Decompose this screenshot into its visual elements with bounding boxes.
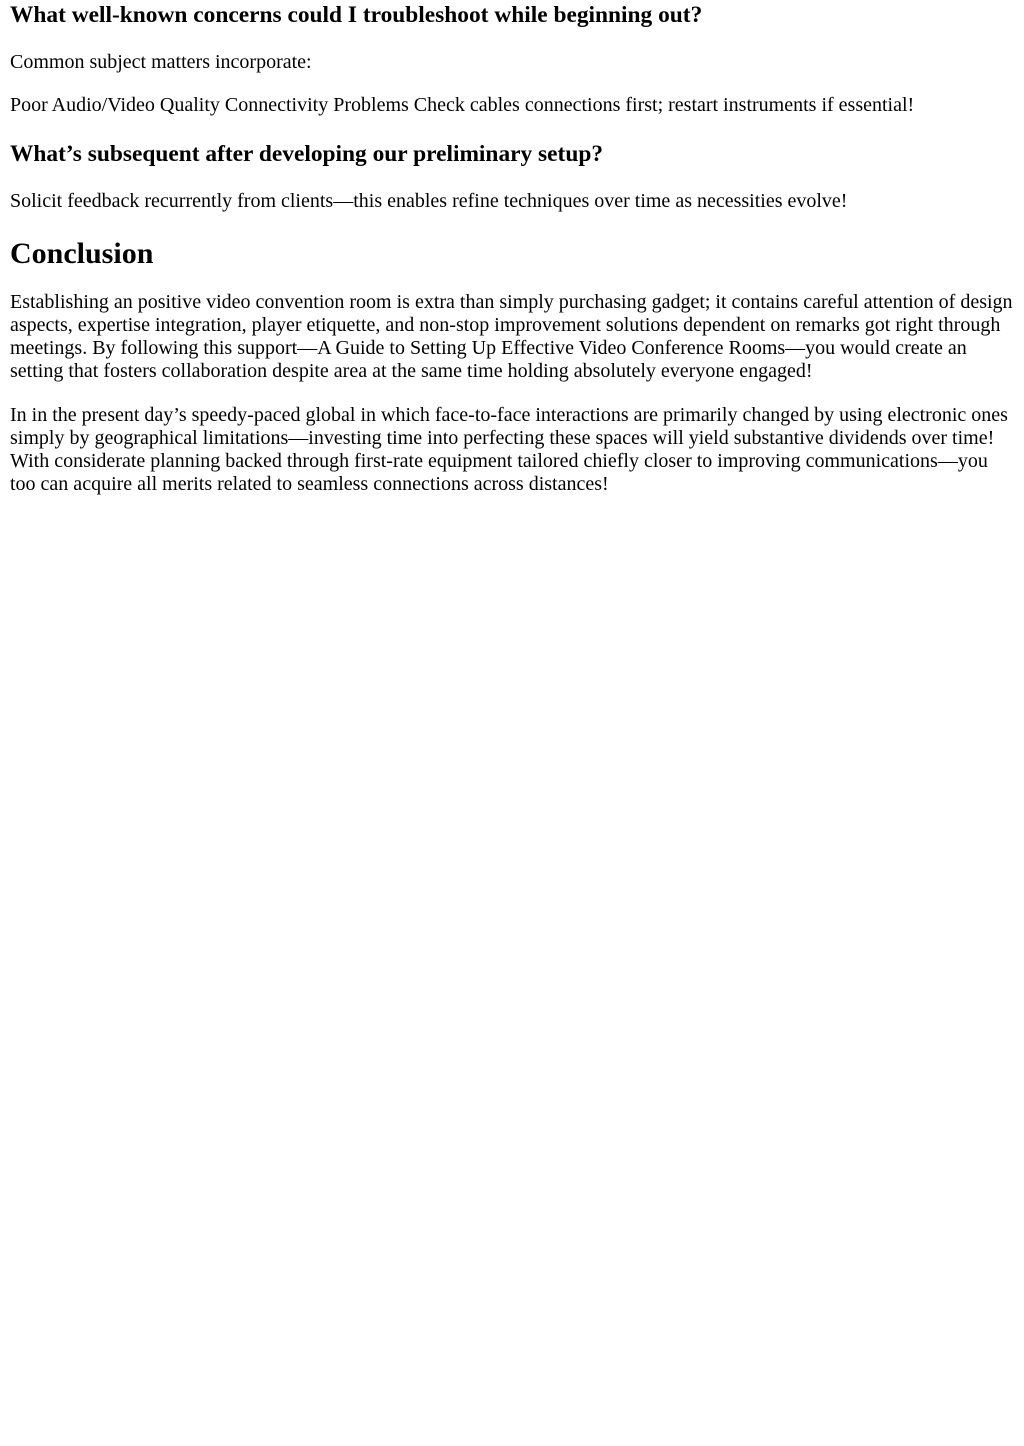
faq-answer-text: Poor Audio/Video Quality Connectivity Problems Check cables connections first; restart instruments if essential! — [10, 94, 915, 116]
faq-answer-text: Solicit feedback recurrently from clients—this enables refine techniques over time as necessities evolve! — [10, 190, 848, 212]
faq-question-heading: What well-known concerns could I troubleshoot while beginning out? — [10, 2, 703, 28]
faq-question-heading: What’s subsequent after developing our preliminary setup? — [10, 141, 604, 167]
conclusion-paragraph: Establishing an positive video convention room is extra than simply purchasing gadget; it contains careful attention of design aspects, expertise integration, player etiquette, and non-stop improvement solutions dependent on remarks got right through meetings. By following this support—A Guide to Setting Up Effective Video Conference Rooms—you would create an setting that fosters collaboration despite area at the same time holding absolutely everyone engaged! — [10, 291, 1013, 382]
conclusion-heading: Conclusion — [10, 237, 154, 270]
article-content — [10, 0, 1014, 496]
faq-answer-intro: Common subject matters incorporate: — [10, 51, 312, 73]
conclusion-paragraph: In in the present day’s speedy-paced global in which face-to-face interactions are primarily changed by using electronic ones simply by geographical limitations—investing time into perfecting these spaces will yield substantive dividends over time! With considerate planning backed through first-rate equipment tailored chiefly closer to improving communications—you too can acquire all merits related to seamless connections across distances! — [10, 404, 1008, 495]
